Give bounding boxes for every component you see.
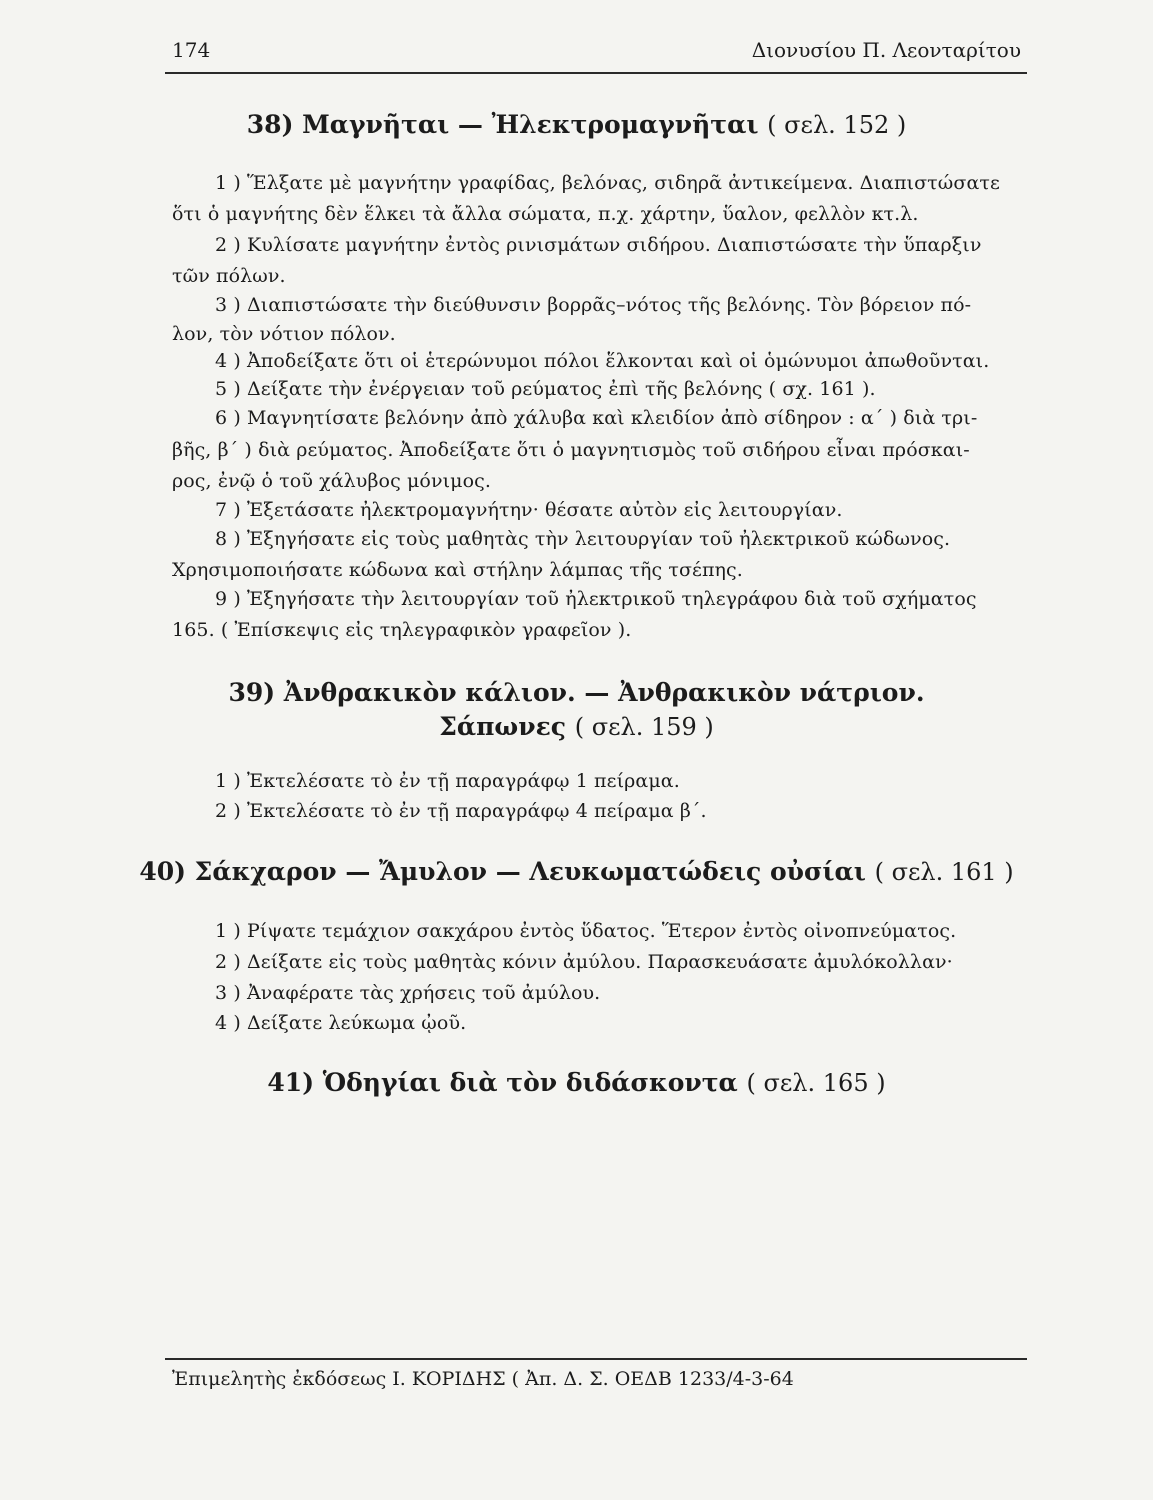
page-header [172,38,1021,70]
line-text: 5 ) Δείξατε τὴν ἐνέργειαν τοῦ ρεύματος ἐπὶ τῆς βελόνης ( σχ. 161 ). [215,378,876,400]
line-text: 1 ) Ἐκτελέσατε τὸ ἐν τῇ παραγράφῳ 1 πείραμα. [215,770,680,792]
line-text: 4 ) Δείξατε λεύκωμα ᾠοῦ. [215,1012,467,1034]
section-39-heading [0,678,1153,707]
section-page-ref: ( σελ. 161 ) [874,858,1014,886]
line-text: βῆς, β΄ ) διὰ ρεύματος. Ἀποδείξατε ὅτι ὁ μαγνητισμὸς τοῦ σιδήρου εἶναι πρόσκαι- [172,439,970,461]
section-39-heading-line2 [0,712,1153,741]
section-38-heading [0,110,1153,139]
line-text: 8 ) Ἐξηγήσατε εἰς τοὺς μαθητὰς τὴν λειτουργίαν τοῦ ἠλεκτρικοῦ κώδωνος. [215,528,951,550]
line-text: 3 ) Διαπιστώσατε τὴν διεύθυνσιν βορρᾶς–νότος τῆς βελόνης. Τὸν βόρειον πό- [215,294,972,316]
line-text: ρος, ἐνῷ ὁ τοῦ χάλυβος μόνιμος. [172,470,492,492]
section-40-heading [0,857,1153,886]
section-title: Σάπωνες [439,712,566,741]
line-text: 6 ) Μαγνητίσατε βελόνην ἀπὸ χάλυβα καὶ κλειδίον ἀπὸ σίδηρον : α΄ ) διὰ τρι- [215,407,978,429]
line-text: 7 ) Ἐξετάσατε ἠλεκτρομαγνήτην· θέσατε αὐτὸν εἰς λειτουργίαν. [215,499,843,521]
section-title: 39) Ἀνθρακικὸν κάλιον. — Ἀνθρακικὸν νάτριον. [228,678,925,707]
line-text: 1 ) Ἕλξατε μὲ μαγνήτην γραφίδας, βελόνας, σιδηρᾶ ἀντικείμενα. Διαπιστώσατε [215,172,1000,194]
section-title: 41) Ὁδηγίαι διὰ τὸν διδάσκοντα [267,1068,738,1097]
line-text: λον, τὸν νότιον πόλον. [172,323,396,345]
line-text: 1 ) Ρίψατε τεμάχιον σακχάρου ἐντὸς ὕδατος. Ἕτερον ἐντὸς οἰνοπνεύματος. [215,920,957,942]
header-rule [165,72,1027,74]
line-text: 2 ) Κυλίσατε μαγνήτην ἐντὸς ρινισμάτων σιδήρου. Διαπιστώσατε τὴν ὕπαρξιν [215,234,982,256]
running-title: Διονυσίου Π. Λεονταρίτου [751,38,1021,62]
page-number: 174 [172,38,211,62]
section-page-ref: ( σελ. 165 ) [746,1069,886,1097]
line-text: 9 ) Ἐξηγήσατε τὴν λειτουργίαν τοῦ ἠλεκτρικοῦ τηλεγράφου διὰ τοῦ σχήματος [215,588,977,610]
line-text: ὅτι ὁ μαγνήτης δὲν ἕλκει τὰ ἄλλα σώματα, π.χ. χάρτην, ὕαλον, φελλὸν κτ.λ. [172,203,919,225]
line-text: Χρησιμοποιήσατε κώδωνα καὶ στήλην λάμπας τῆς τσέπης. [172,559,743,581]
publisher-footer: Ἐπιμελητὴς ἐκδόσεως Ι. ΚΟΡΙΔΗΣ ( Ἀπ. Δ. Σ. ΟΕΔΒ 1233/4-3-64 [172,1368,794,1390]
section-page-ref: ( σελ. 159 ) [574,713,714,741]
footer-rule [165,1358,1027,1360]
section-title: 40) Σάκχαρον — Ἄμυλον — Λευκωματώδεις οὐσίαι [139,857,866,886]
line-text: 2 ) Δείξατε εἰς τοὺς μαθητὰς κόνιν ἀμύλου. Παρασκευάσατε ἀμυλόκολλαν· [215,951,953,973]
line-text: τῶν πόλων. [172,265,286,287]
line-text: 4 ) Ἀποδείξατε ὅτι οἱ ἑτερώνυμοι πόλοι ἕλκονται καὶ οἱ ὁμώνυμοι ἀπωθοῦνται. [215,350,990,372]
line-text: 165. ( Ἐπίσκεψις εἰς τηλεγραφικὸν γραφεῖον ). [172,619,632,641]
section-page-ref: ( σελ. 152 ) [767,111,907,139]
section-41-heading [0,1068,1153,1097]
line-text: 2 ) Ἐκτελέσατε τὸ ἐν τῇ παραγράφῳ 4 πείραμα β΄. [215,800,707,822]
line-text: 3 ) Ἀναφέρατε τὰς χρήσεις τοῦ ἀμύλου. [215,982,601,1004]
section-title: 38) Μαγνῆται — Ἠλεκτρομαγνῆται [246,110,759,139]
